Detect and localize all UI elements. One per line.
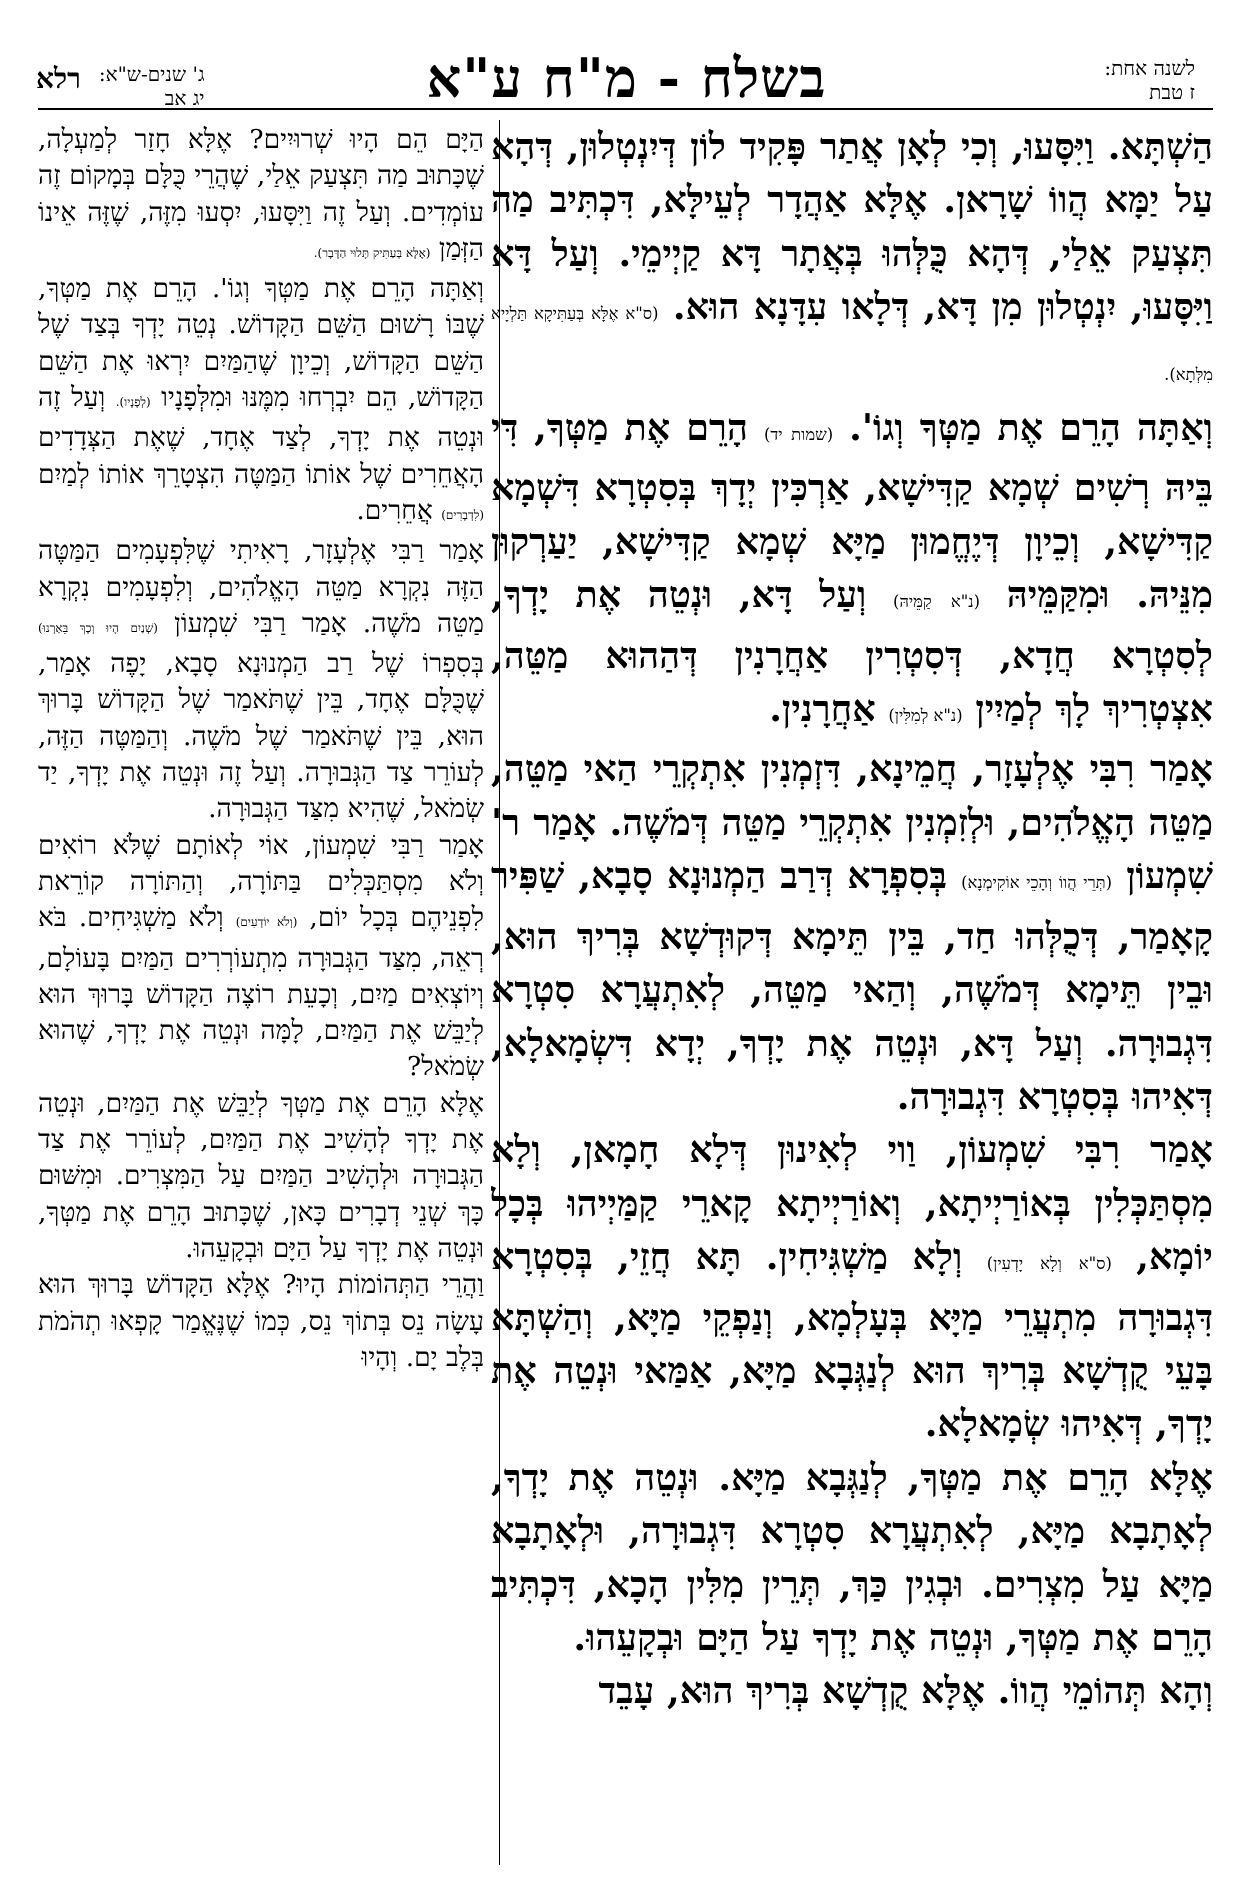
side-note: (שְׁנַיִם הָיוּ וְכָךְ בֵּאַרְנוּ)	[38, 620, 158, 635]
header-left-dates	[99, 62, 205, 110]
main-note: (נ"א לְמִלִּין)	[888, 706, 963, 726]
main-note: (ס"א אֶלָּא בְּעַתִּיקָא תַּלְיָיא מִלְּתָא).	[491, 304, 1213, 384]
header-left-block	[36, 62, 205, 110]
header-three-year-label: ג' שנים-ש"א:	[98, 62, 205, 86]
side-paragraph-3: אָמַר רַבִּי אֶלְעָזָר, רָאִיתִי שֶׁלִּפְעָמִים הַמַּטֶּה הַזֶּה נִקְרָא מַטֵּה הָאֱלֹהִים, וְלִפְעָמִים נִקְרָא מַטֵּה מֹשֶׁה. אָמַר רַבִּי שִׁמְעוֹן (שְׁנַיִם הָיוּ וְכָךְ בֵּאַרְנוּ) בְּסִפְרוֹ שֶׁל רַב הַמְנוּנָא סָבָא, יָפֶה אָמַר, שֶׁכֻּלָּם אֶחָד, בֵּין שֶׁתֹּאמַר שֶׁל הַקָּדוֹשׁ בָּרוּךְ הוּא, בֵּין שֶׁתֹּאמַר שֶׁל מֹשֶׁה. וְהַמַּטֶּה הַזֶּה, לְעוֹרֵר צַד הַגְּבוּרָה. וְעַל זֶה וּנְטֵה אֶת יָדְךָ, יַד שְׂמֹאל, שֶׁהִיא מִצַּד הַגְּבוּרָה.	[38, 535, 484, 825]
main-note: (נ"א קַמֵּיהּ)	[893, 592, 981, 612]
main-paragraph-1: הַשְׁתָּא. וַיִּסָּעוּ, וְכִי לְאָן אֲתַר פָּקִיד לוֹן דְּיִנְטְלוּן, דְּהָא עַל יַמָּא הֲווֹ שָׁרָאן. אֶלָּא אַהֲדָר לְעֵילָּא, דִּכְתִּיב מַה תִּצְעַק אֵלַי, דְּהָא כֻּלְּהוּ בְּאֲתָר דָּא קַיְימֵי. וְעַל דָּא וַיִּסָּעוּ, יִנְטְלוּן מִן דָּא, דְּלָאו עִדָּנָא הוּא. (ס"א אֶלָּא בְּעַתִּיקָא תַּלְיָיא מִלְּתָא).	[491, 125, 1213, 384]
side-note: (לְפָנָיו).	[115, 395, 151, 410]
header-year-label: לשנה אחת:	[1104, 56, 1195, 80]
side-note: (לִדְבָרִים)	[441, 507, 484, 522]
main-paragraph-6: וְהָא תְּהוֹמֵי הֲווֹ. אֶלָּא קֻדְשָׁא בְּרִיךְ הוּא, עָבֵד	[598, 1669, 1213, 1713]
column-divider	[499, 120, 500, 1865]
main-paragraph-2: וְאַתָּה הָרֵם אֶת מַטְּךָ וְגוֹ'. (שמות יד) הָרֵם אֶת מַטְּךָ, דִּי בֵּיהּ רְשִׁים שְׁמָא קַדִּישָׁא, אַרְכִּין יְדָךְ בְּסִטְרָא דִּשְׁמָא קַדִּישָׁא, וְכֵיוָן דְּיֶחֱמוּן מַיָּא שְׁמָא קַדִּישָׁא, יַעַרְקוּן מִנֵּיהּ. וּמִקַּמֵּיהּ (נ"א קַמֵּיהּ) וְעַל דָּא, וּנְטֵה אֶת יָדְךָ, לְסִטְרָא חֲדָא, דְּסִטְרִין אַחֲרָנִין דְּהַהוּא מַטֵּה, אִצְטְרִיךְ לָךְ לְמַיִין (נ"א לְמִלִּין) אַחֲרָנִין.	[491, 406, 1213, 731]
main-paragraph-5: אֶלָּא הָרֵם אֶת מַטְּךָ, לְנַגְּבָא מַיָּא. וּנְטֵה אֶת יָדְךָ, לְאָתָבָא מַיָּא, לְאִתְעֲרָא סִטְרָא דִּגְבוּרָה, וּלְאָתָבָא מַיָּא עַל מִצְרִים. וּבְגִין כַּךְ, תְּרֵין מִלִּין הָכָא, דִּכְתִּיב הָרֵם אֶת מַטְּךָ, וּנְטֵה אֶת יָדְךָ עַל הַיָּם וּבְקָעֵהוּ.	[491, 1455, 1213, 1659]
side-paragraph-2: וְאַתָּה הָרֵם אֶת מַטְּךָ וְגוֹ'. הָרֵם אֶת מַטְּךָ, שֶׁבּוֹ רָשׁוּם הַשֵּׁם הַקָּדוֹשׁ. נְטֵה יָדְךָ בְּצַד שֶׁל הַשֵּׁם הַקָּדוֹשׁ, וְכֵיוָן שֶׁהַמַּיִם יִרְאוּ אֶת הַשֵּׁם הַקָּדוֹשׁ, הֵם יִבְרְחוּ מִמֶּנּוּ וּמִלְּפָנָיו (לְפָנָיו). וְעַל זֶה וּנְטֵה אֶת יָדְךָ, לְצַד אֶחָד, שֶׁאֶת הַצְּדָדִים הָאֲחֵרִים שֶׁל אוֹתוֹ הַמַּטֶּה הִצְטָרֵךְ אוֹתוֹ לְמַיִם (לִדְבָרִים) אֲחֵרִים.	[38, 273, 484, 526]
main-note: (תְּרֵי הֲווֹ וְהָכֵי אוֹקִימְנָא)	[961, 873, 1113, 893]
aramaic-text-column	[491, 120, 1213, 1870]
page-header	[0, 0, 1253, 110]
side-paragraph-5: אֶלָּא הָרֵם אֶת מַטְּךָ לְיַבֵּשׁ אֶת הַמַּיִם, וּנְטֵה אֶת יָדְךָ לְהָשִׁיב אֶת הַמַּיִם, לְעוֹרֵר אֶת צַד הַגְּבוּרָה וּלְהָשִׁיב הַמַּיִם עַל הַמִּצְרִים. וּמִשּׁוּם כָּךְ שְׁנֵי דְבָרִים כָּאן, שֶׁכָּתוּב הָרֵם אֶת מַטְּךָ, וּנְטֵה אֶת יָדְךָ עַל הַיָּם וּבְקָעֵהוּ.	[38, 1087, 484, 1264]
side-paragraph-1: הַיָּם הֵם הָיוּ שְׁרוּיִים? אֶלָּא חָזַר לְמַעְלָה, שֶׁכָּתוּב מַה תִּצְעַק אֵלַי, שֶׁהֲרֵי כֻּלָּם בְּמָקוֹם זֶה עוֹמְדִים. וְעַל זֶה וַיִּסָּעוּ, יִסְעוּ מִזֶּה, שֶׁזֶּה אֵינוֹ הַזְּמַן (אֶלָּא בְּעַתִּיק תָּלוּי הַדָּבָר).	[38, 124, 484, 264]
header-rule	[38, 108, 1213, 110]
page-title: בשלח - מ"ח ע"א	[426, 46, 827, 110]
header-left-date: יג אב	[164, 86, 205, 110]
main-note: (ס"א וְלָא יָדְעִין)	[986, 1254, 1112, 1274]
side-paragraph-6: וַהֲרֵי הַתְּהוֹמוֹת הָיוּ? אֶלָּא הַקָּדוֹשׁ בָּרוּךְ הוּא עָשָׂה נֵס בְּתוֹךְ נֵס, כְּמוֹ שֶׁנֶּאֱמַר קָפְאוּ תְהֹמֹת בְּלֶב יָם. וְהָיוּ	[38, 1269, 484, 1373]
side-note: (אֶלָּא בְּעַתִּיק תָּלוּי הַדָּבָר).	[313, 245, 431, 260]
hebrew-translation-column	[38, 122, 484, 1872]
main-paragraph-4: אָמַר רִבִּי שִׁמְעוֹן, וַוי לְאִינוּן דְּלָא חָמָאן, וְלָא מִסְתַּכְּלִין בְּאוֹרַיְיתָא, וְאוֹרַיְיתָא קָארֵי קַמַּיְיהוּ בְּכָל יוֹמָא, (ס"א וְלָא יָדְעִין) וְלָא מַשְׁגִּיחִין. תָּא חֲזֵי, בְּסִטְרָא דִּגְבוּרָה מִתְעֲרֵי מַיָּא בְּעָלְמָא, וְנַפְקֵי מַיָּא, וְהַשְׁתָּא בָּעֵי קֻדְשָׁא בְּרִיךְ הוּא לְנַגְּבָא מַיָּא, אַמַּאי וּנְטֵה אֶת יָדְךָ, דְּאִיהוּ שְׂמָאלָא.	[491, 1128, 1213, 1446]
header-right-date: ז טבת	[1149, 80, 1195, 104]
side-paragraph-4: אָמַר רַבִּי שִׁמְעוֹן, אוֹי לְאוֹתָם שֶׁלֹּא רוֹאִים וְלֹא מִסְתַּכְּלִים בַּתּוֹרָה, וְהַתּוֹרָה קוֹרֵאת לִפְנֵיהֶם בְּכָל יוֹם, (וְלֹא יוֹדְעִים) וְלֹא מַשְׁגִּיחִים. בֹּא רְאֵה, מִצַּד הַגְּבוּרָה מִתְעוֹרְרִים הַמַּיִם בָּעוֹלָם, וְיוֹצְאִים מַיִם, וְכָעֵת רוֹצֶה הַקָּדוֹשׁ בָּרוּךְ הוּא לְיַבֵּשׁ אֶת הַמַּיִם, לָמָּה וּנְטֵה אֶת יָדְךָ, שֶׁהוּא שְׂמֹאל?	[38, 829, 484, 1083]
side-note: (וְלֹא יוֹדְעִים)	[235, 915, 298, 930]
main-paragraph-3: אָמַר רִבִּי אֶלְעָזָר, חֲמֵינָא, דִּזְמְנִין אִתְקְרֵי הַאי מַטֵּה, מַטֵּה הָאֱלֹהִים, וּלְזִמְנִין אִתְקְרֵי מַטֵּה דְּמֹשֶׁה. אָמַר ר' שִׁמְעוֹן (תְּרֵי הֲווֹ וְהָכֵי אוֹקִימְנָא) בְּסִפְרָא דְּרַב הַמְנוּנָא סָבָא, שַׁפִּיר קָאָמַר, דְּכֻלְּהוּ חַד, בֵּין תֵּימָא דְּקוּדְשָׁא בְּרִיךְ הוּא, וּבֵין תֵּימָא דְּמֹשֶׁה, וְהַאי מַטֵּה, לְאִתְעֲרָא סִטְרָא דִּגְבוּרָה. וְעַל דָּא, וּנְטֵה אֶת יָדְךָ, יְדָא דִּשְׂמָאלָא, דְּאִיהוּ בְּסִטְרָא דִּגְבוּרָה.	[491, 747, 1213, 1118]
page-number: רלא	[36, 62, 81, 95]
main-note: (שמות יד)	[764, 425, 834, 445]
